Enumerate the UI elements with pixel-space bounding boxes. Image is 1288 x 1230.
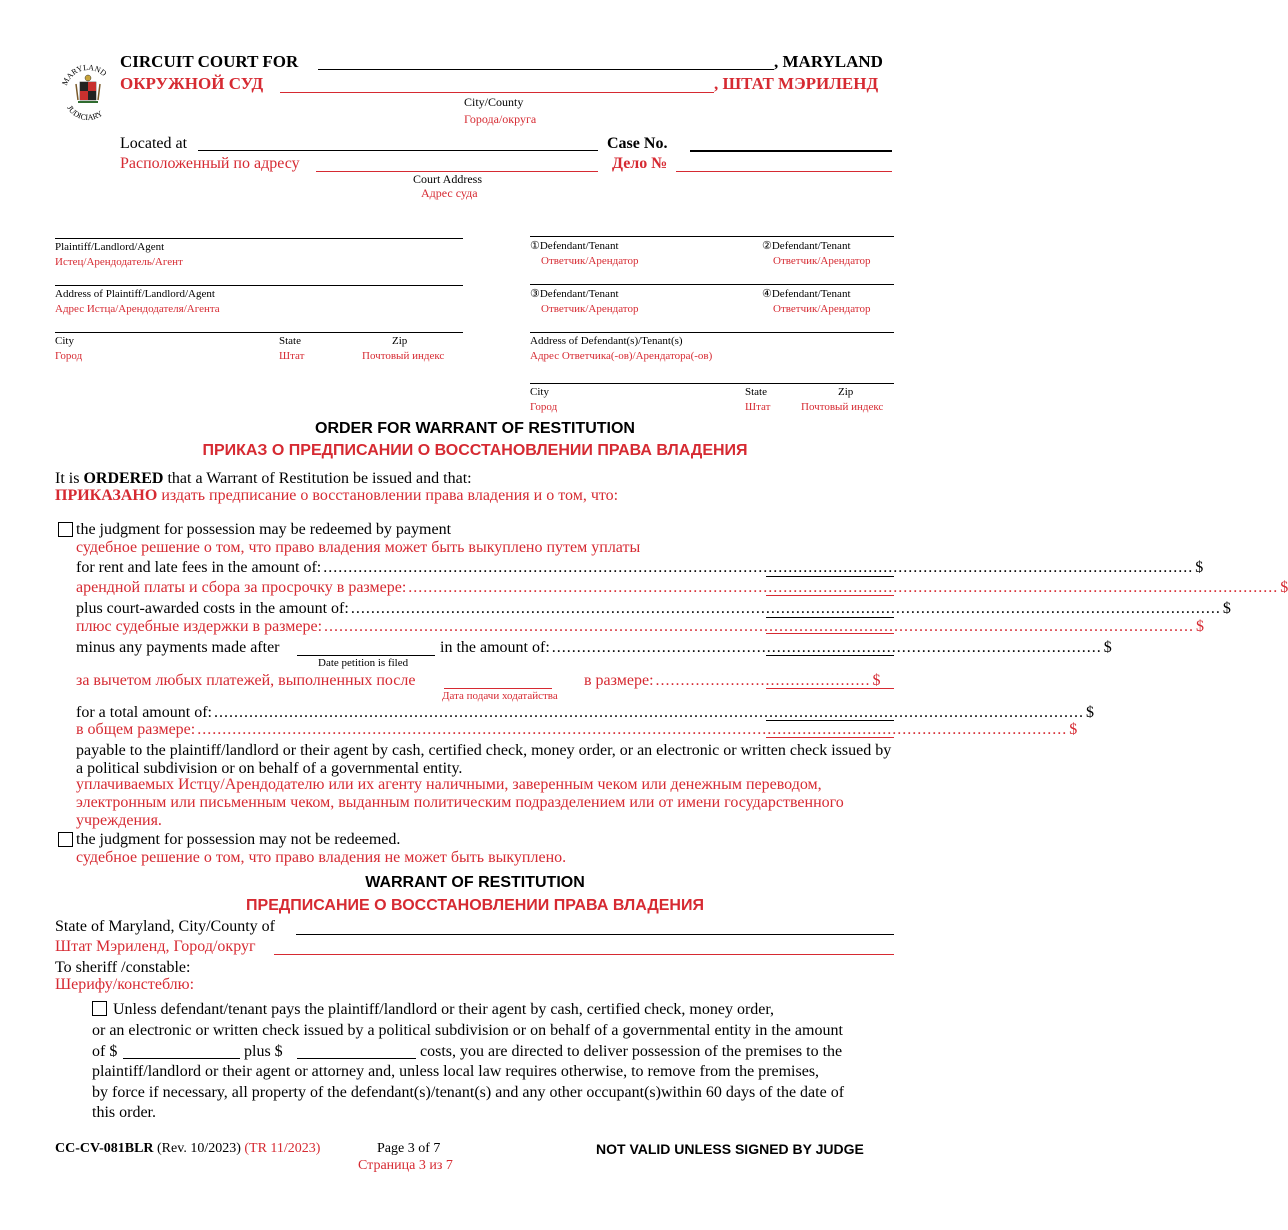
plaintiff-zip-label-ru: Почтовый индекс [362, 350, 445, 362]
opt2-label-ru: судебное решение о том, что право владения не может быть выкуплено. [76, 849, 567, 866]
dot-leader: .............................................................................................................................................................................. [213, 704, 1084, 721]
defendant-address-label: Address of Defendant(s)/Tenant(s) [530, 335, 683, 347]
costs-row [76, 600, 1231, 618]
defendant-city-line[interactable] [530, 383, 894, 384]
date-filed-caption: Date petition is filed [318, 657, 409, 669]
defendant-3-4-line[interactable] [530, 284, 894, 285]
form-id: CC-CV-081BLR [55, 1141, 154, 1156]
date-filed-line-ru [444, 688, 552, 689]
intro-ordered-ru: ПРИКАЗАНО [55, 487, 158, 504]
warrant-line-4: plaintiff/landlord or their agent or attorney and, unless local law requires otherwise, to remove from the premises, [92, 1063, 820, 1080]
total-amount-line-ru [766, 737, 894, 738]
located-label: Located at [120, 135, 188, 152]
costs-row-ru [76, 618, 1205, 636]
court-title-ru: ОКРУЖНОЙ СУД [120, 74, 264, 93]
plaintiff-address-line[interactable] [55, 285, 463, 286]
state-ru: , ШТАТ МЭРИЛЕНД [714, 74, 879, 93]
total-row [76, 704, 1094, 722]
court-address-caption: Court Address [413, 172, 482, 186]
defendant-1-label-ru: Ответчик/Арендатор [541, 255, 639, 267]
costs-amount-line-ru [766, 633, 894, 634]
dot-leader: .............................................................................................................................................................................. [350, 600, 1221, 617]
plaintiff-line[interactable] [55, 238, 463, 239]
dot-leader: .............................................................................................................................................................................. [324, 618, 1195, 635]
state-county-label-ru: Штат Мэриленд, Город/округ [55, 938, 256, 955]
plaintiff-state-label: State [279, 335, 301, 347]
dollar-sign: $ [1195, 559, 1204, 576]
intro-ordered: ORDERED [83, 470, 164, 487]
warrant-checkbox[interactable] [92, 1001, 107, 1016]
seal-top-text: MARYLAND [60, 62, 109, 87]
plaintiff-zip-label: Zip [392, 335, 408, 347]
court-address-line[interactable] [198, 150, 598, 151]
case-no-label: Case No. [607, 135, 668, 152]
total-label-ru: в общем размере: [76, 721, 196, 738]
warrant-costs-line[interactable] [297, 1058, 416, 1059]
dollar-sign: $ [872, 672, 881, 689]
seal-bottom-text: JUDICIARY [65, 103, 105, 123]
order-intro [55, 470, 472, 488]
intro-post-ru: издать предписание о восстановлении права владения и о том, что: [157, 487, 619, 504]
dot-leader: .............................................................................................................................................................................. [408, 579, 1279, 596]
plaintiff-address-label: Address of Plaintiff/Landlord/Agent [55, 288, 215, 300]
defendant-3-label: ③Defendant/Tenant [530, 288, 619, 300]
total-label: for a total amount of: [76, 704, 212, 721]
opt1-label: the judgment for possession may be redeemed by payment [76, 521, 452, 538]
defendant-2-label-ru: Ответчик/Арендатор [773, 255, 871, 267]
sheriff-label: To sheriff /constable: [55, 959, 191, 976]
warrant-title-ru: ПРЕДПИСАНИЕ О ВОССТАНОВЛЕНИИ ПРАВА ВЛАДЕНИЯ [246, 897, 704, 914]
plaintiff-city-label-ru: Город [55, 350, 83, 362]
order-intro-ru [55, 487, 618, 505]
intro-pre: It is [55, 470, 84, 487]
city-county-label-ru: Города/округа [464, 112, 537, 126]
footer-form-id [55, 1141, 320, 1157]
defendant-4-label: ④Defendant/Tenant [762, 288, 851, 300]
warrant-line-3b: plus $ [244, 1043, 283, 1060]
defendant-city-label-ru: Город [530, 401, 558, 413]
defendant-address-line[interactable] [530, 332, 894, 333]
defendant-city-label: City [530, 386, 549, 398]
redeemable-checkbox[interactable] [58, 522, 73, 537]
defendant-2-label: ②Defendant/Tenant [762, 240, 851, 252]
minus-amount-line[interactable] [766, 655, 894, 656]
state-county-line-ru [274, 954, 894, 955]
dollar-sign: $ [1196, 618, 1205, 635]
not-valid-notice: NOT VALID UNLESS SIGNED BY JUDGE [596, 1141, 864, 1157]
minus-label: minus any payments made after [76, 639, 280, 656]
dollar-sign: $ [1222, 600, 1231, 617]
minus-amount-label: in the amount of: [440, 639, 550, 656]
intro-post: that a Warrant of Restitution be issued and that: [163, 470, 472, 487]
rent-amount-line[interactable] [766, 576, 894, 577]
warrant-line-5: by force if necessary, all property of the defendant(s)/tenant(s) and any other occupant(s)within 60 days of the date of [92, 1084, 845, 1101]
plaintiff-label: Plaintiff/Landlord/Agent [55, 241, 165, 253]
date-filed-caption-ru: Дата подачи ходатайства [442, 690, 558, 702]
warrant-line-3a: of $ [92, 1043, 118, 1060]
defendant-1-2-line[interactable] [530, 236, 894, 237]
dot-leader: .............................................................................................................................................................................. [323, 559, 1194, 576]
opt1-label-ru: судебное решение о том, что право владения может быть выкуплено путем уплаты [76, 539, 641, 556]
minus-amount-line-ru [766, 688, 894, 689]
defendant-4-label-ru: Ответчик/Арендатор [773, 303, 871, 315]
state-en: , MARYLAND [774, 52, 883, 71]
plaintiff-label-ru: Истец/Арендодатель/Агент [55, 256, 183, 268]
state-county-label: State of Maryland, City/County of [55, 918, 275, 935]
defendant-address-label-ru: Адрес Ответчика(-ов)/Арендатора(-ов) [530, 350, 713, 362]
court-address-caption-ru: Адрес суда [421, 186, 478, 200]
page-number-ru: Страница 3 из 7 [358, 1158, 453, 1173]
dollar-sign: $ [1103, 639, 1112, 656]
costs-label: plus court-awarded costs in the amount of: [76, 600, 349, 617]
opt2-label: the judgment for possession may not be redeemed. [76, 831, 401, 848]
order-title: ORDER FOR WARRANT OF RESTITUTION [315, 420, 635, 437]
court-county-line[interactable] [318, 69, 774, 70]
minus-amount-row [440, 639, 1112, 657]
rent-label: for rent and late fees in the amount of: [76, 559, 322, 576]
rent-row [76, 559, 1204, 577]
defendant-state-label-ru: Штат [745, 401, 771, 413]
court-county-line-ru [280, 92, 714, 93]
case-no-label-ru: Дело № [612, 155, 668, 172]
minus-label-ru: за вычетом любых платежей, выполненных после [76, 672, 416, 689]
sheriff-label-ru: Шерифу/констеблю: [55, 976, 195, 993]
plaintiff-state-label-ru: Штат [279, 350, 305, 362]
date-filed-line[interactable] [297, 655, 435, 656]
rent-label-ru: арендной платы и сбора за просрочку в размере: [76, 579, 407, 596]
state-county-line[interactable] [296, 934, 894, 935]
case-no-line[interactable] [690, 150, 892, 152]
city-county-label: City/County [464, 95, 524, 109]
plaintiff-address-label-ru: Адрес Истца/Арендодателя/Агента [55, 303, 220, 315]
costs-label-ru: плюс судебные издержки в размере: [76, 618, 323, 635]
svg-text:JUDICIARY [65, 104, 104, 122]
warrant-amount-line[interactable] [123, 1058, 240, 1059]
defendant-zip-label-ru: Почтовый индекс [801, 401, 884, 413]
located-label-ru: Расположенный по адресу [120, 155, 300, 172]
warrant-line-1: Unless defendant/tenant pays the plaintiff/landlord or their agent by cash, certified check, money order, [113, 1001, 775, 1018]
order-title-ru: ПРИКАЗ О ПРЕДПИСАНИИ О ВОССТАНОВЛЕНИИ ПРАВА ВЛАДЕНИЯ [202, 442, 748, 459]
dot-leader: .............................................................................................................. [551, 639, 1102, 656]
warrant-line-3c: costs, you are directed to deliver possession of the premises to the [420, 1043, 843, 1060]
court-title-en: CIRCUIT COURT FOR [120, 52, 299, 71]
payable-text-ru: уплачиваемых Истцу/Арендодателю или их агенту наличными, заверенным чеком или денежным переводом, электронным или письменным чеком, выданным политическим подразделением или от имени государственного учреждения. [76, 776, 844, 829]
warrant-line-6: this order. [92, 1104, 156, 1121]
form-tr: (TR 11/2023) [244, 1141, 321, 1156]
defendant-zip-label: Zip [838, 386, 854, 398]
dollar-sign: $ [1085, 704, 1094, 721]
dollar-sign: $ [1069, 721, 1078, 738]
payable-text: payable to the plaintiff/landlord or their agent by cash, certified check, money order, or an electronic or written check issued by a political subdivision or on behalf of a governmental entity. [76, 742, 892, 777]
defendant-state-label: State [745, 386, 767, 398]
dot-leader: ........................................... [655, 672, 871, 689]
dot-leader: .............................................................................................................................................................................. [197, 721, 1068, 738]
page-number: Page 3 of 7 [377, 1141, 441, 1156]
defendant-1-label: ①Defendant/Tenant [530, 240, 619, 252]
plaintiff-city-label: City [55, 335, 74, 347]
plaintiff-city-line[interactable] [55, 332, 463, 333]
minus-amount-label-ru: в размере: [584, 672, 654, 689]
total-row-ru [76, 721, 1078, 739]
not-redeemable-checkbox[interactable] [58, 832, 73, 847]
defendant-3-label-ru: Ответчик/Арендатор [541, 303, 639, 315]
dollar-sign: $ [1280, 579, 1288, 596]
rent-amount-line-ru [766, 595, 894, 596]
case-no-line-ru [676, 171, 892, 172]
judiciary-seal [58, 52, 118, 126]
warrant-line-2: or an electronic or written check issued by a political subdivision or on behalf of a governmental entity in the amount [92, 1022, 843, 1039]
form-rev: (Rev. 10/2023) [153, 1141, 245, 1156]
minus-amount-row-ru [584, 672, 881, 690]
rent-row-ru [76, 579, 1288, 597]
warrant-title: WARRANT OF RESTITUTION [365, 874, 585, 891]
